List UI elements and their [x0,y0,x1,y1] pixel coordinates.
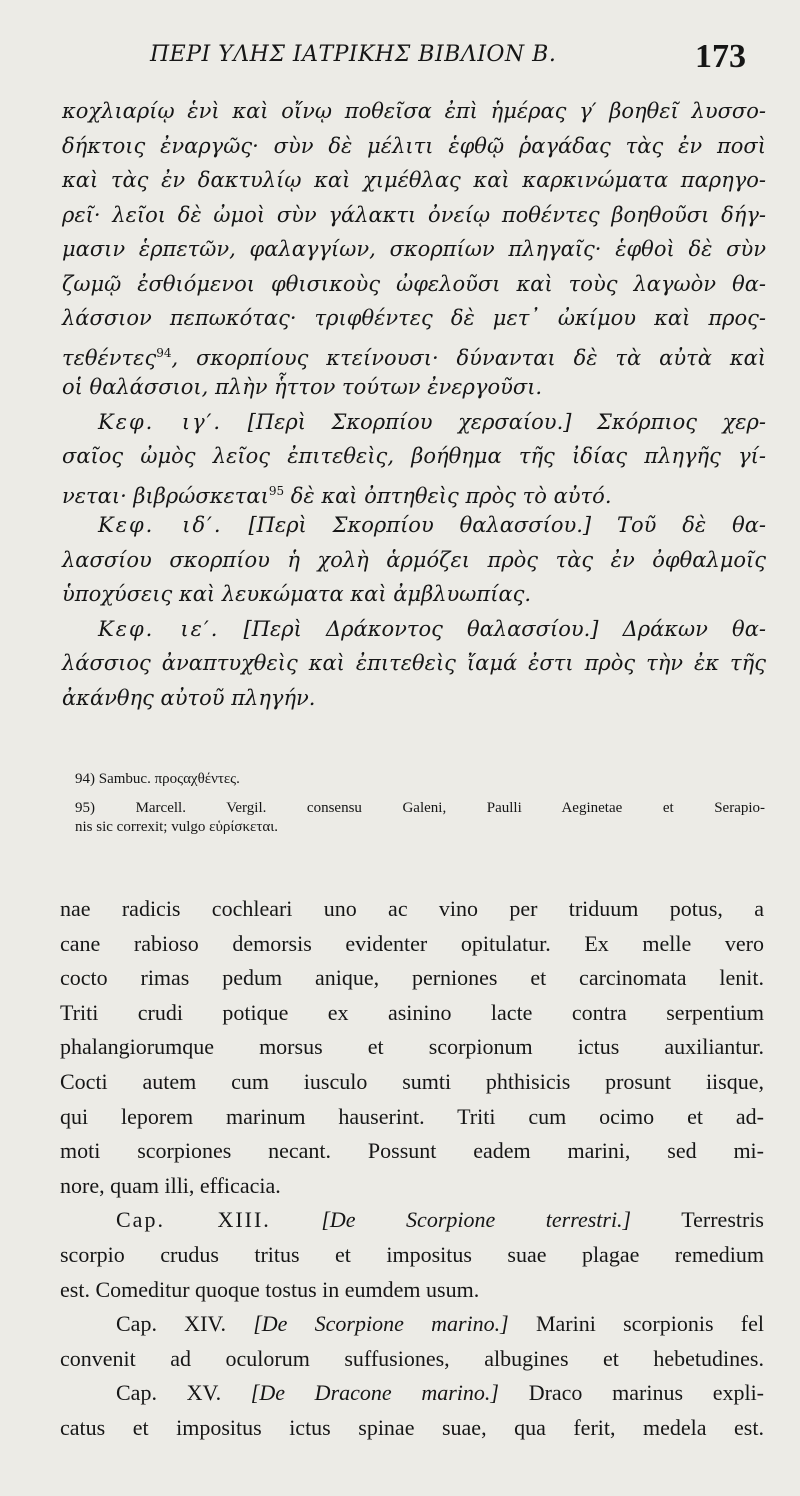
latin-chapter-13-heading [60,1203,764,1238]
page-header [0,38,800,88]
chapter-title: [Περὶ Σκορπίου θαλασσίου.] [248,513,592,537]
latin-line: qui leporem marinum hauserint. Triti cum ocimo et ad- [60,1103,764,1129]
chapter-label: Cap. XIII. [116,1207,271,1233]
greek-line: ἀκάνθης αὐτοῦ πληγήν. [62,685,316,710]
latin-chapter-14-heading [60,1307,764,1342]
greek-fragment: , σκορπίους κτείνουσι· δύνανται δὲ τὰ αὐτὰ καὶ [171,345,766,370]
footnote-mark: 95) [75,800,95,816]
greek-line: μασιν ἑρπετῶν, φαλαγγίων, σκορπίων πληγαῖς· ἑφθοὶ δὲ σὺν [62,237,766,261]
greek-line: λασσίου σκορπίου ἡ χολὴ ἁρμόζει πρὸς τὰς ἐν ὀφθαλμοῖς [62,547,766,572]
footnote-mark: 94) [75,771,95,787]
latin-line: scorpio crudus tritus et impositus suae plagae remedium [60,1241,764,1267]
greek-line [62,336,766,371]
latin-line: Triti crudi potique ex asinino lacte contra serpentium [60,999,764,1025]
greek-line: κοχλιαρίῳ ἑνὶ καὶ οἴνῳ ποθεῖσα ἐπὶ ἡμέρας γ′ βοηθεῖ λυσσο- [62,99,766,123]
latin-line: phalangiorumque morsus et scorpionum ictus auxiliantur. [60,1034,764,1060]
chapter-label: Κεφ. ιε′. [98,616,220,641]
greek-fragment: τεθέντες [62,345,157,370]
latin-line: moti scorpiones necant. Possunt eadem marini, sed mi- [60,1138,764,1164]
footnote-94 [75,770,765,789]
footnote-ref-95[interactable]: 95 [268,483,285,498]
greek-line: οἱ θαλάσσιοι, πλὴν ἧττον τούτων ἐνεργοῦσι. [62,375,543,399]
footnote-95 [75,799,765,837]
latin-line: cocto rimas pedum anique, perniones et carcinomata lenit. [60,965,764,991]
latin-line: convenit ad oculorum suffusiones, albugines et hebetudines. [60,1345,764,1371]
latin-line: catus et impositus ictus spinae suae, qua ferit, medela est. [60,1414,764,1440]
chapter-text: Terrestris [681,1207,764,1233]
chapter-title: [De Dracone marino.] [250,1380,499,1406]
chapter-label: Κεφ. ιγ′. [98,409,223,434]
greek-line: ὑποχύσεις καὶ λευκώματα καὶ ἀμβλυωπίας. [62,582,532,606]
footnote-text: Marcell. Vergil. consensu Galeni, Paulli Aeginetae et Serapio- [135,800,766,816]
latin-line: nore, quam illi, efficacia. [60,1172,281,1198]
running-title: ΠΕΡΙ ΥΛΗΣ ΙΑΤΡΙΚΗΣ ΒΙΒΛΙΟΝ Β. [150,42,557,67]
latin-line: est. Comeditur quoque tostus in eumdem usum. [60,1276,480,1302]
latin-line: cane rabioso demorsis evidenter opitulatur. Ex melle vero [60,930,764,956]
latin-line: Cocti autem cum iusculo sumti phthisicis prosunt iisque, [60,1068,764,1094]
page-number: 173 [695,38,746,75]
latin-line: nae radicis cochleari uno ac vino per triduum potus, a [60,896,764,921]
greek-line: λάσσιος ἀναπτυχθεὶς καὶ ἐπιτεθεὶς ἴαμά ἐστι πρὸς τὴν ἐκ τῆς [62,651,766,675]
greek-chapter-14-heading [62,508,766,543]
greek-text-block [62,94,766,715]
greek-line: λάσσιον πεπωκότας· τριφθέντες δὲ μετ᾽ ὠκίμου καὶ προς- [62,306,766,330]
chapter-title: [De Scorpione marino.] [253,1311,509,1337]
greek-line [62,474,766,509]
chapter-text: Δράκων θα- [622,616,766,641]
latin-chapter-15-heading [60,1376,764,1411]
chapter-label: Cap. XIV. [116,1311,226,1337]
greek-chapter-15-heading [62,612,766,647]
latin-text-block [60,892,764,1446]
greek-line: ζωμῷ ἐσθιόμενοι φθισικοὺς ὠφελοῦσι καὶ τοὺς λαγωὸν θα- [62,271,766,296]
greek-line: ρεῖ· λεῖοι δὲ ὠμοὶ σὺν γάλακτι ὀνείῳ ποθέντες βοηθοῦσι δήγ- [62,202,766,227]
greek-fragment: νεται· βιβρώσκεται [62,483,269,508]
greek-line: καὶ τὰς ἐν δακτυλίῳ καὶ χιμέθλας καὶ καρκινώματα παρηγο- [62,168,766,192]
chapter-label: Cap. XV. [116,1380,222,1406]
greek-line: σαῖος ὠμὸς λεῖος ἐπιτεθεὶς, βοήθημα τῆς ἰδίας πληγῆς γί- [62,444,766,468]
chapter-title: [De Scorpione terrestri.] [321,1207,632,1233]
greek-line: δήκτοις ἐναργῶς· σὺν δὲ μέλιτι ἑφθῷ ῥαγάδας τὰς ἐν ποσὶ [62,133,766,158]
chapter-text: Σκόρπιος χερ- [596,409,766,434]
chapter-text: Τοῦ δὲ θα- [616,513,766,537]
footnote-line [75,799,765,818]
chapter-title: [Περὶ Δράκοντος θαλασσίου.] [243,616,599,641]
footnote-ref-94[interactable]: 94 [156,345,172,360]
chapter-text: Marini scorpionis fel [535,1311,764,1337]
footnote-text: Sambuc. προςαχθέντες. [98,771,240,787]
footnotes [75,770,765,847]
footnote-line [75,770,765,789]
chapter-title: [Περὶ Σκορπίου χερσαίου.] [247,409,572,434]
greek-chapter-13-heading [62,405,766,440]
chapter-text: Draco marinus expli- [528,1380,765,1406]
chapter-label: Κεφ. ιδ′. [98,513,223,537]
greek-fragment: δὲ καὶ ὀπτηθεὶς πρὸς τὸ αὐτό. [284,483,612,508]
footnote-line: nis sic correxit; vulgo εὑρίσκεται. [75,819,279,835]
